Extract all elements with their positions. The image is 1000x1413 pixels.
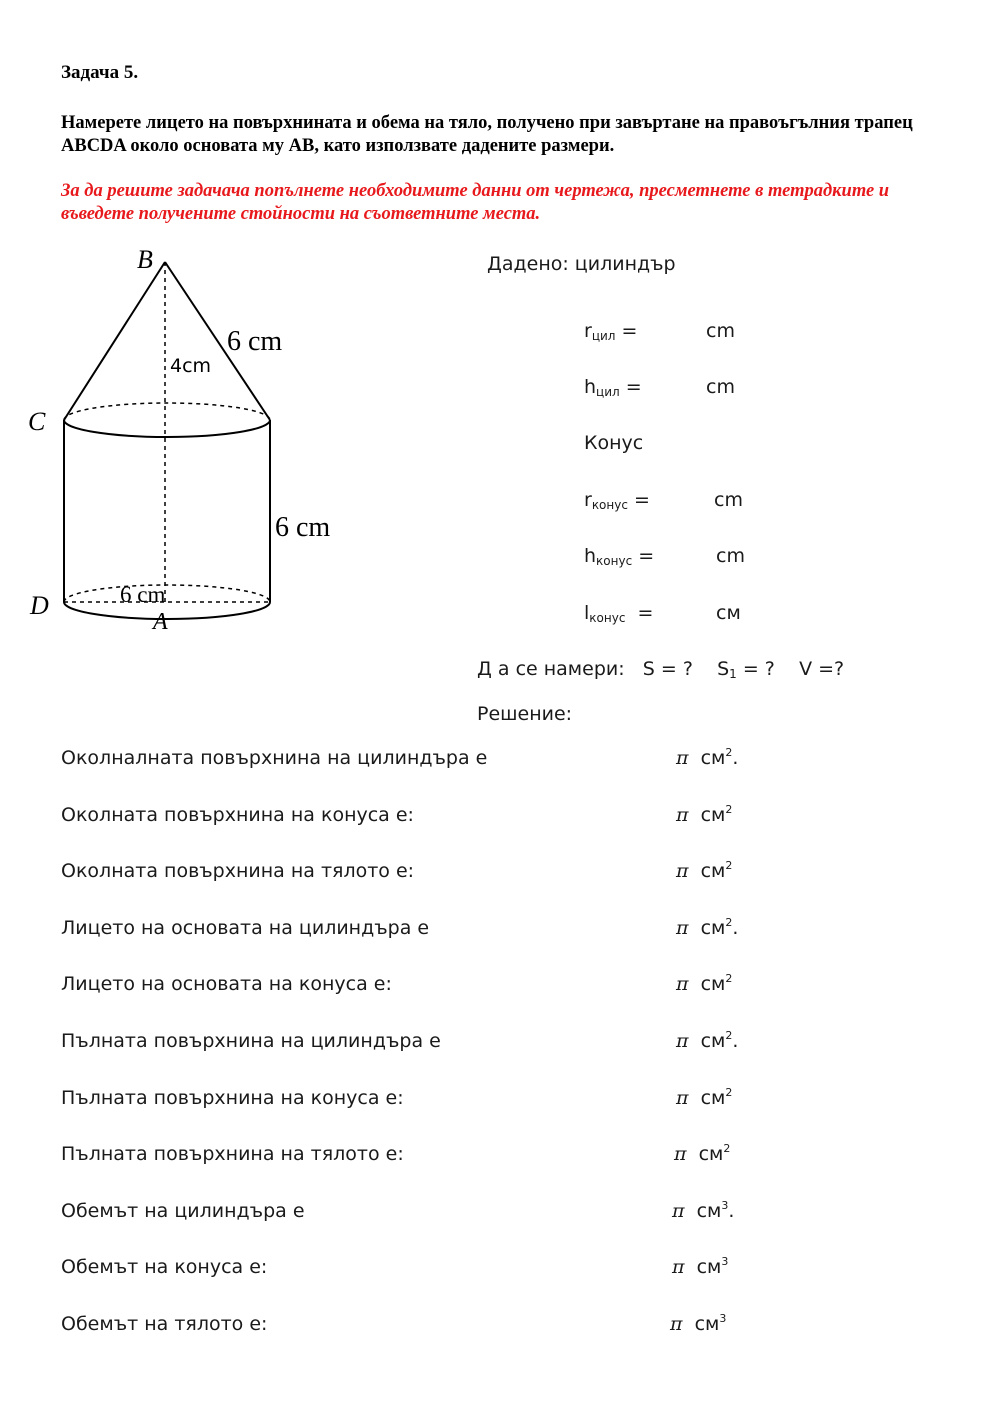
pi-symbol: π xyxy=(676,917,689,939)
unit-text: см xyxy=(700,973,726,995)
solution-row-unit xyxy=(676,747,738,769)
row-end-mark: . xyxy=(732,747,739,769)
find-line: Д а се намери: S = ? S1 = ? V =? xyxy=(477,658,845,681)
row-end-mark: . xyxy=(732,917,739,939)
solution-row-label: Обемът на тялото е: xyxy=(61,1313,268,1335)
solution-row-label: Обемът на конуса е: xyxy=(61,1256,268,1278)
row-end-mark: . xyxy=(732,1030,739,1052)
solution-row-unit xyxy=(676,1087,732,1109)
unit-text: см xyxy=(700,1030,726,1052)
cylinder-height-label: 6 cm xyxy=(275,512,331,543)
task-statement: Намерете лицето на повърхнината и обема на тяло, получено при завъртане на правоъгълния трапец ABCDA около основата му AB, като използвате дадените размери. xyxy=(61,113,913,156)
given-h-cyl: hцил = xyxy=(584,376,642,399)
solution-row-unit xyxy=(676,917,738,939)
pi-symbol: π xyxy=(676,747,689,769)
unit-exponent: 2 xyxy=(725,859,733,872)
given-r-cone-unit: cm xyxy=(714,489,743,511)
solution-row-label: Околната повърхнина на конуса е: xyxy=(61,804,414,826)
solution-row-label: Околната повърхнина на тялото е: xyxy=(61,860,415,882)
solution-row-unit xyxy=(672,1200,734,1222)
unit-exponent: 3 xyxy=(721,1199,729,1212)
unit-text: см xyxy=(700,747,726,769)
solution-row-label: Пълната повърхнина на конуса е: xyxy=(61,1087,404,1109)
given-h-cone: hконус = xyxy=(584,545,655,568)
solution-row-label: Пълната повърхнина на цилиндъра е xyxy=(61,1030,441,1052)
unit-exponent: 2 xyxy=(723,1142,731,1155)
pi-symbol: π xyxy=(676,973,689,995)
solution-row-label: Околналната повърхнина на цилиндъра е xyxy=(61,747,488,769)
pi-symbol: π xyxy=(670,1313,683,1335)
given-h-cyl-unit: cm xyxy=(706,376,735,398)
slant-label: 6 cm xyxy=(227,326,283,357)
unit-exponent: 3 xyxy=(721,1255,729,1268)
pi-symbol: π xyxy=(672,1256,685,1278)
solution-row-label: Лицето на основата на цилиндъра е xyxy=(61,917,430,939)
bottom-ellipse-back xyxy=(64,585,270,602)
unit-exponent: 2 xyxy=(725,972,733,985)
unit-exponent: 2 xyxy=(725,916,733,929)
unit-exponent: 2 xyxy=(725,1029,733,1042)
pi-symbol: π xyxy=(676,1030,689,1052)
unit-exponent: 2 xyxy=(725,1086,733,1099)
unit-text: см xyxy=(700,917,726,939)
unit-exponent: 2 xyxy=(725,803,733,816)
unit-text: см xyxy=(696,1200,722,1222)
pi-symbol: π xyxy=(672,1200,685,1222)
unit-text: см xyxy=(694,1313,720,1335)
solution-row-unit xyxy=(676,973,732,995)
top-ellipse-front xyxy=(64,420,270,437)
row-end-mark: . xyxy=(728,1200,735,1222)
unit-text: см xyxy=(696,1256,722,1278)
solution-row-unit xyxy=(672,1256,728,1278)
unit-text: см xyxy=(698,1143,724,1165)
cone-header: Конус xyxy=(584,432,644,454)
label-c: C xyxy=(28,407,46,436)
given-r-cyl: rцил = xyxy=(584,320,638,343)
solution-row-unit xyxy=(674,1143,730,1165)
unit-exponent: 2 xyxy=(725,746,733,759)
pi-symbol: π xyxy=(676,804,689,826)
given-r-cyl-unit: cm xyxy=(706,320,735,342)
pi-symbol: π xyxy=(676,860,689,882)
task-title: Задача 5. xyxy=(61,62,139,83)
cone-left-edge xyxy=(64,262,165,420)
solution-row-label: Обемът на цилиндъра е xyxy=(61,1200,305,1222)
pi-symbol: π xyxy=(674,1143,687,1165)
solution-row-unit xyxy=(670,1313,726,1335)
unit-text: см xyxy=(700,860,726,882)
diameter-label: 6 cm xyxy=(120,582,166,607)
unit-text: см xyxy=(700,1087,726,1109)
solution-row-label: Пълната повърхнина на тялото е: xyxy=(61,1143,404,1165)
solution-row-unit xyxy=(676,804,732,826)
unit-exponent: 3 xyxy=(719,1312,727,1325)
unit-text: см xyxy=(700,804,726,826)
label-a: A xyxy=(153,609,168,635)
given-l-cone: lконус = xyxy=(584,602,654,625)
top-ellipse-back xyxy=(64,403,270,420)
label-d: D xyxy=(30,591,49,620)
given-l-cone-unit: см xyxy=(716,602,741,624)
solution-header: Решение: xyxy=(477,703,573,725)
solution-row-unit xyxy=(676,1030,738,1052)
instruction-text: За да решите задачача попълнете необходимите данни от чертежа, пресметнете в тетрадките и въведете получените стойности на съответните места. xyxy=(61,181,890,224)
label-b: B xyxy=(137,245,153,274)
given-header: Дадено: цилиндър xyxy=(487,253,676,275)
given-h-cone-unit: cm xyxy=(716,545,745,567)
pi-symbol: π xyxy=(676,1087,689,1109)
solid-figure xyxy=(25,240,425,640)
solution-row-unit xyxy=(676,860,732,882)
solution-row-label: Лицето на основата на конуса е: xyxy=(61,973,392,995)
given-r-cone: rконус = xyxy=(584,489,650,512)
cone-height-label: 4cm xyxy=(170,355,212,377)
